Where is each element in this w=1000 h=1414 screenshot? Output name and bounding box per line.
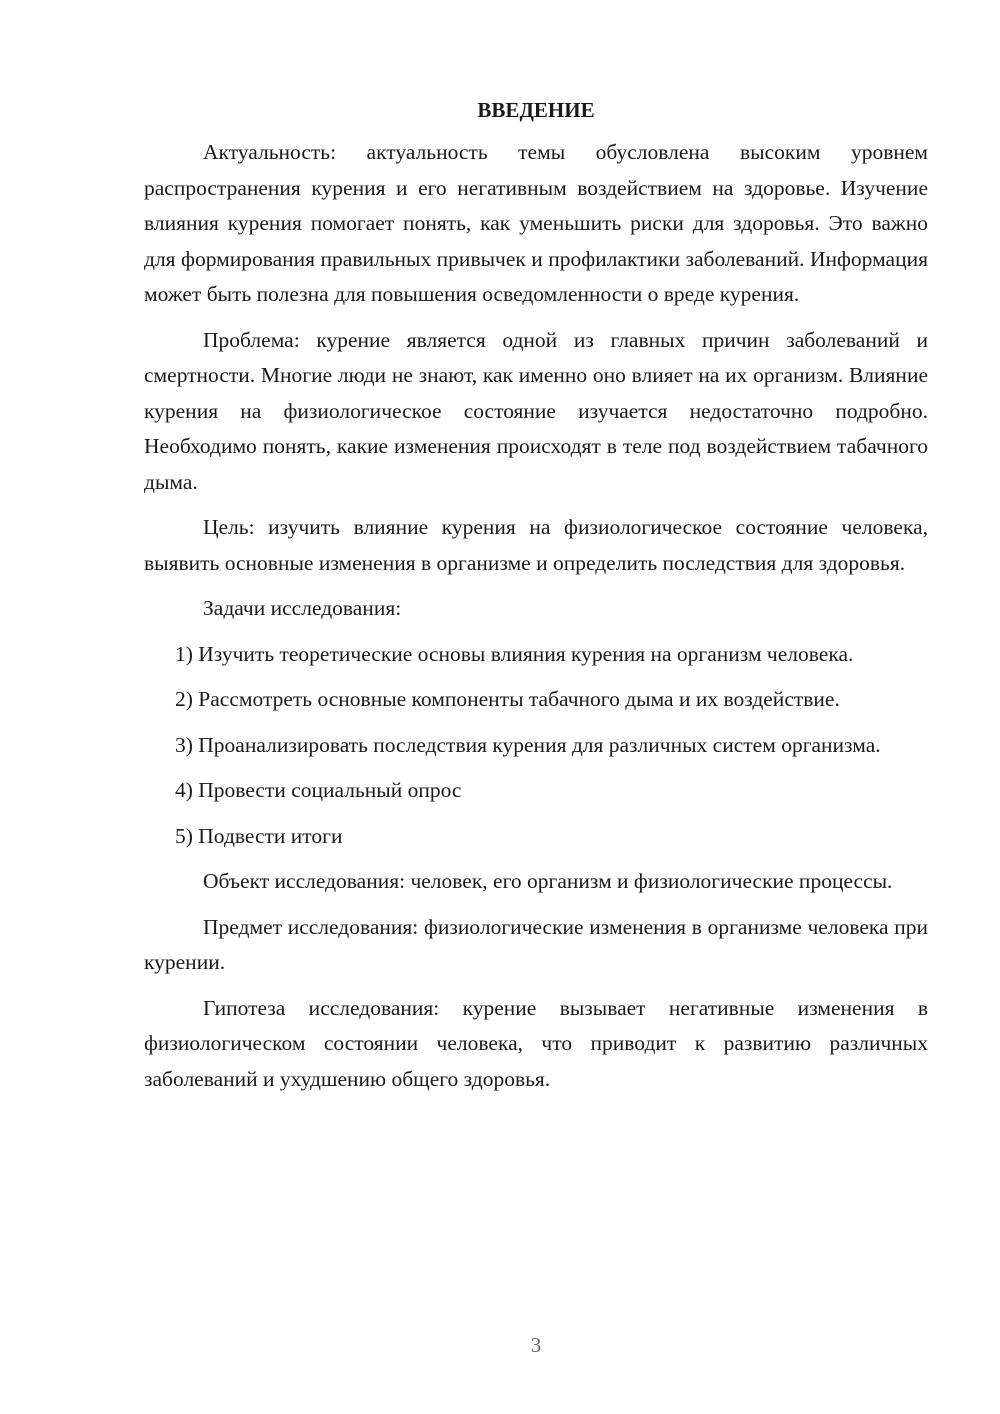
document-page — [144, 95, 928, 1107]
task-item: 1) Изучить теоретические основы влияния курения на организм человека. — [175, 641, 854, 666]
section-title: ВВЕДЕНИЕ — [477, 98, 595, 122]
paragraph-goal: Цель: изучить влияние курения на физиологическое состояние человека, выявить основные изменения в организме и определить последствия для здоровья. — [144, 515, 928, 575]
task-item: 3) Проанализировать последствия курения для различных систем организма. — [175, 732, 881, 757]
paragraph-relevance: Актуальность: актуальность темы обусловлена высоким уровнем распространения курения и его негативным воздействием на здоровье. Изучение влияния курения помогает понять, как уменьшить риски для здоровья. Это важно для формирования правильных привычек и профилактики заболеваний. Информация может быть полезна для повышения осведомленности о вреде курения. — [144, 140, 928, 306]
paragraph-tasks-heading: Задачи исследования: — [203, 596, 402, 620]
page-number: 3 — [530, 1333, 542, 1357]
paragraph-problem: Проблема: курение является одной из главных причин заболеваний и смертности. Многие люди не знают, как именно оно влияет на их организм. Влияние курения на физиологическое состояние изучается недостаточно подробно. Необходимо понять, какие изменения происходят в теле под воздействием табачного дыма. — [144, 327, 928, 494]
task-item: 4) Провести социальный опрос — [175, 778, 462, 802]
paragraph-subject: Предмет исследования: физиологические изменения в организме человека при курении. — [144, 914, 928, 974]
paragraph-hypothesis: Гипотеза исследования: курение вызывает негативные изменения в физиологическом состоянии человека, что приводит к развитию различных заболеваний и ухудшению общего здоровья. — [144, 995, 928, 1091]
task-item: 5) Подвести итоги — [175, 823, 343, 848]
paragraph-object: Объект исследования: человек, его организм и физиологические процессы. — [203, 869, 893, 893]
task-item: 2) Рассмотреть основные компоненты табачного дыма и их воздействие. — [175, 687, 840, 711]
